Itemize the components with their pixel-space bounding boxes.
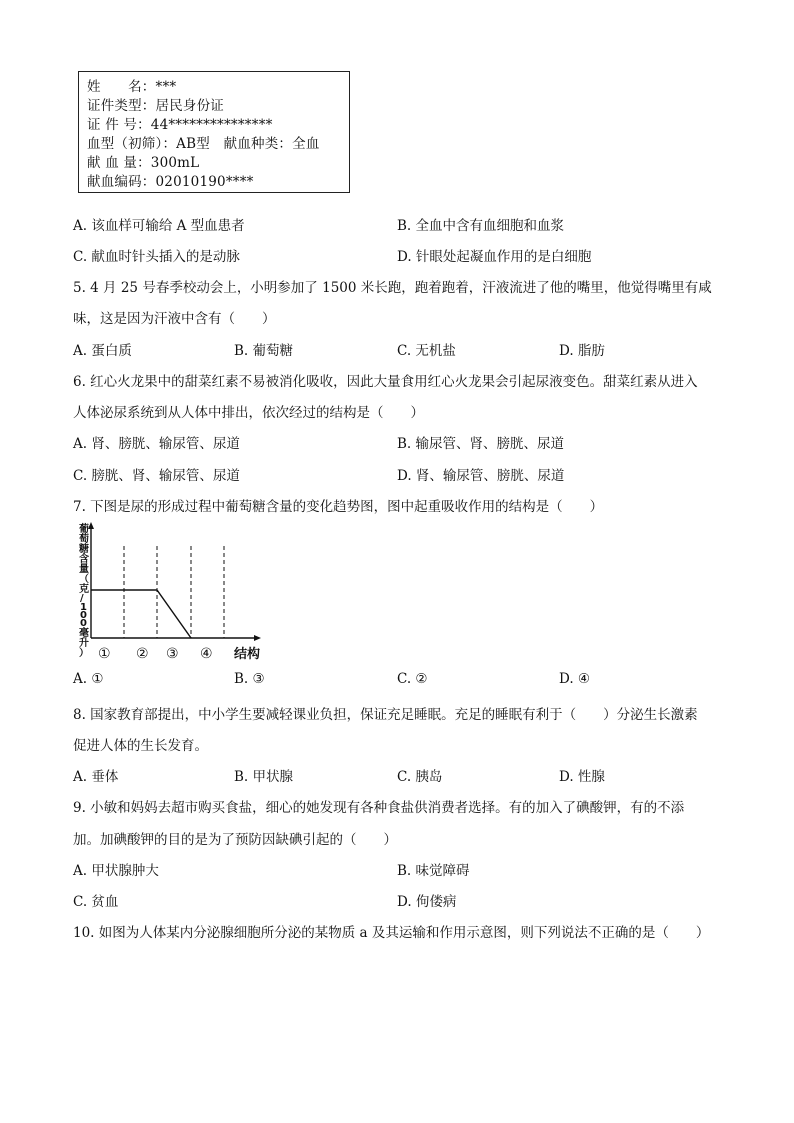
card-id-type-line: 证件类型：居民身份证 xyxy=(87,98,224,114)
ylabel-char: （ xyxy=(79,574,89,585)
ylabel-char: 1 xyxy=(80,602,87,613)
q5-option-d: D. 脂肪 xyxy=(559,343,605,359)
card-name-line: 姓 名：*** xyxy=(87,79,177,95)
q9-option-d: D. 佝偻病 xyxy=(397,894,457,910)
ylabel-char: 0 xyxy=(80,610,87,621)
tick-2: ② xyxy=(136,646,149,662)
glucose-trend-diagram xyxy=(70,522,280,664)
x-axis-label: 结构 xyxy=(234,647,261,662)
q9-option-a: A. 甲状腺肿大 xyxy=(73,863,159,879)
tick-4: ④ xyxy=(200,646,213,662)
ylabel-char: 毫 xyxy=(79,628,89,639)
q4-option-d: D. 针眼处起凝血作用的是白细胞 xyxy=(397,249,592,265)
q9-stem-line-2: 加。加碘酸钾的目的是为了预防因缺碘引起的（ ） xyxy=(73,832,397,848)
blood-donation-card xyxy=(78,71,350,193)
card-volume-line: 献 血 量：300mL xyxy=(87,155,200,171)
q5-option-c: C. 无机盐 xyxy=(397,343,456,359)
q4-option-b: B. 全血中含有血细胞和血浆 xyxy=(397,218,565,234)
q5-option-b: B. 葡萄糖 xyxy=(234,343,294,359)
q8-stem-line-1: 8. 国家教育部提出，中小学生要减轻课业负担，保证充足睡眠。充足的睡眠有利于（ ）分泌生长激素 xyxy=(73,707,698,723)
q7-option-b: B. ③ xyxy=(234,671,265,687)
ylabel-char: 葡 xyxy=(79,524,89,535)
ylabel-char: 升 xyxy=(79,638,89,649)
q8-option-d: D. 性腺 xyxy=(559,769,605,785)
q6-option-a: A. 肾、膀胱、输尿管、尿道 xyxy=(73,436,240,452)
card-code-line: 献血编码：02010190**** xyxy=(87,174,254,190)
q5-stem-line-1: 5. 4 月 25 号春季校动会上，小明参加了 1500 米长跑，跑着跑着，汗液流进了他的嘴里，他觉得嘴里有咸 xyxy=(73,280,712,296)
q8-stem-line-2: 促进人体的生长发育。 xyxy=(73,738,208,754)
q8-option-b: B. 甲状腺 xyxy=(234,769,294,785)
q7-option-d: D. ④ xyxy=(559,671,591,687)
card-id-number-line: 证 件 号：44*************** xyxy=(87,117,273,133)
ylabel-char: 含 xyxy=(79,554,89,565)
q9-stem-line-1: 9. 小敏和妈妈去超市购买食盐，细心的她发现有各种食盐供消费者选择。有的加入了碘酸钾，有的不添 xyxy=(73,800,685,816)
x-axis-arrow xyxy=(254,635,261,641)
q5-stem-line-2: 味，这是因为汗液中含有（ ） xyxy=(73,311,276,327)
q10-stem-line-1: 10. 如图为人体某内分泌腺细胞所分泌的某物质 a 及其运输和作用示意图，则下列说法不正确的是（ ） xyxy=(73,925,710,941)
q6-stem-line-2: 人体泌尿系统到从人体中排出，依次经过的结构是（ ） xyxy=(73,405,424,421)
q5-option-a: A. 蛋白质 xyxy=(73,343,132,359)
ylabel-char: 糖 xyxy=(79,544,89,555)
ylabel-char: 萄 xyxy=(79,534,89,545)
glucose-trend-line xyxy=(91,590,191,638)
ylabel-char: ） xyxy=(79,648,89,659)
q7-option-c: C. ② xyxy=(397,671,428,687)
q8-option-c: C. 胰岛 xyxy=(397,769,443,785)
y-axis-label xyxy=(78,522,89,659)
q8-option-a: A. 垂体 xyxy=(73,769,119,785)
ylabel-char: 0 xyxy=(80,618,87,629)
q9-option-b: B. 味觉障碍 xyxy=(397,863,470,879)
q6-stem-line-1: 6. 红心火龙果中的甜菜红素不易被消化吸收，因此大量食用红心火龙果会引起尿液变色。甜菜红素从进入 xyxy=(73,374,698,390)
q7-stem-line-1: 7. 下图是尿的形成过程中葡萄糖含量的变化趋势图，图中起重吸收作用的结构是（ ） xyxy=(73,499,604,515)
card-blood-type-line: 血型（初筛）：AB型 献血种类：全血 xyxy=(87,136,320,152)
q6-option-b: B. 输尿管、肾、膀胱、尿道 xyxy=(397,436,565,452)
q4-option-a: A. 该血样可输给 A 型血患者 xyxy=(73,218,245,234)
tick-1: ① xyxy=(98,646,111,662)
q6-option-c: C. 膀胱、肾、输尿管、尿道 xyxy=(73,468,240,484)
q9-option-c: C. 贫血 xyxy=(73,894,119,910)
ylabel-char: 克 xyxy=(79,584,89,595)
ylabel-char: / xyxy=(80,593,84,604)
q6-option-d: D. 肾、输尿管、膀胱、尿道 xyxy=(397,468,565,484)
ylabel-char: 量 xyxy=(79,564,89,575)
q4-option-c: C. 献血时针头插入的是动脉 xyxy=(73,249,240,265)
q7-option-a: A. ① xyxy=(73,671,104,687)
tick-3: ③ xyxy=(166,646,179,662)
